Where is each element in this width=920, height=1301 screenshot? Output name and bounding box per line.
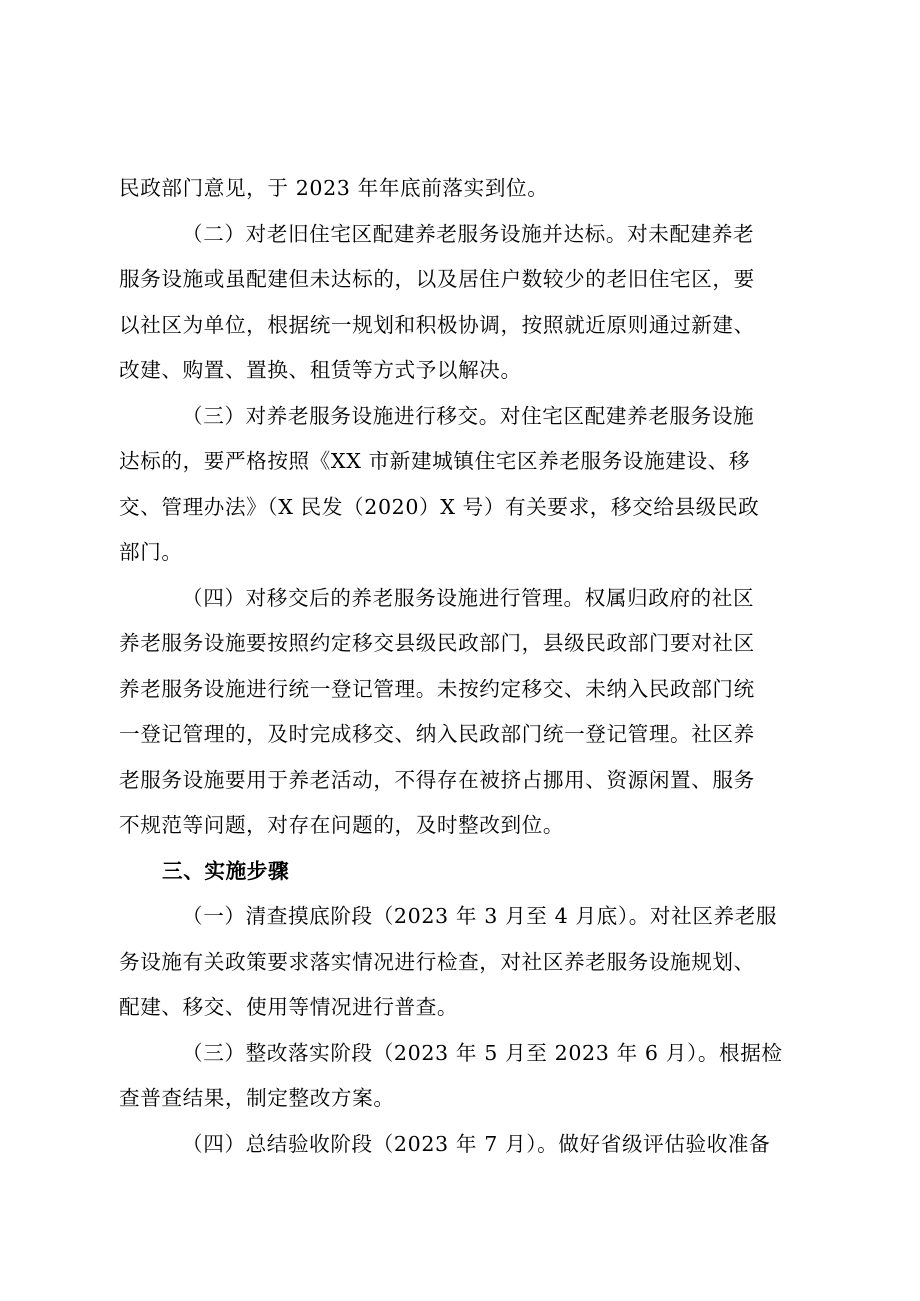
text-line: （三）整改落实阶段（2023 年 5 月至 2023 年 6 月）。根据检 [182, 1040, 783, 1065]
text-line: 一登记管理的，及时完成移交、纳入民政部门统一登记管理。社区养 [119, 722, 755, 746]
text-line: 部门。 [119, 540, 183, 564]
text-line: 交、管理办法》（X 民发（2020）X 号）有关要求，移交给县级民政 [119, 494, 760, 519]
text-line: 服务设施或虽配建但未达标的，以及居住户数较少的老旧住宅区，要 [119, 267, 755, 291]
text-line: 养老服务设施进行统一登记管理。未按约定移交、未纳入民政部门统 [119, 676, 755, 701]
text-line: 达标的，要严格按照《XX 市新建城镇住宅区养老服务设施建设、移 [119, 449, 751, 473]
text-line: （四）对移交后的养老服务设施进行管理。权属归政府的社区 [182, 585, 755, 610]
text-line: 配建、移交、使用等情况进行普查。 [119, 995, 459, 1019]
text-line: 务设施有关政策要求落实情况进行检查，对社区养老服务设施规划、 [119, 949, 755, 974]
text-line: （一）清查摸底阶段（2023 年 3 月至 4 月底）。对社区养老服 [182, 904, 778, 928]
text-line: 老服务设施要用于养老活动，不得存在被挤占挪用、资源闲置、服务 [119, 767, 755, 792]
text-line: 改建、购置、置换、租赁等方式予以解决。 [119, 358, 522, 382]
text-line: （四）总结验收阶段（2023 年 7 月）。做好省级评估验收准备 [182, 1131, 771, 1156]
text-line: 民政部门意见，于 2023 年年底前落实到位。 [119, 176, 549, 200]
section-heading: 三、实施步骤 [162, 858, 290, 883]
text-line: 养老服务设施要按照约定移交县级民政部门，县级民政部门要对社区 [119, 631, 755, 655]
text-line: 不规范等问题，对存在问题的，及时整改到位。 [119, 813, 565, 837]
text-line: 以社区为单位，根据统一规划和积极协调，按照就近原则通过新建、 [119, 312, 755, 337]
text-line: （二）对老旧住宅区配建养老服务设施并达标。对未配建养老 [182, 221, 755, 246]
text-line: （三）对养老服务设施进行移交。对住宅区配建养老服务设施 [182, 403, 755, 428]
document-body [119, 166, 819, 1167]
text-line: 查普查结果，制定整改方案。 [119, 1086, 395, 1110]
